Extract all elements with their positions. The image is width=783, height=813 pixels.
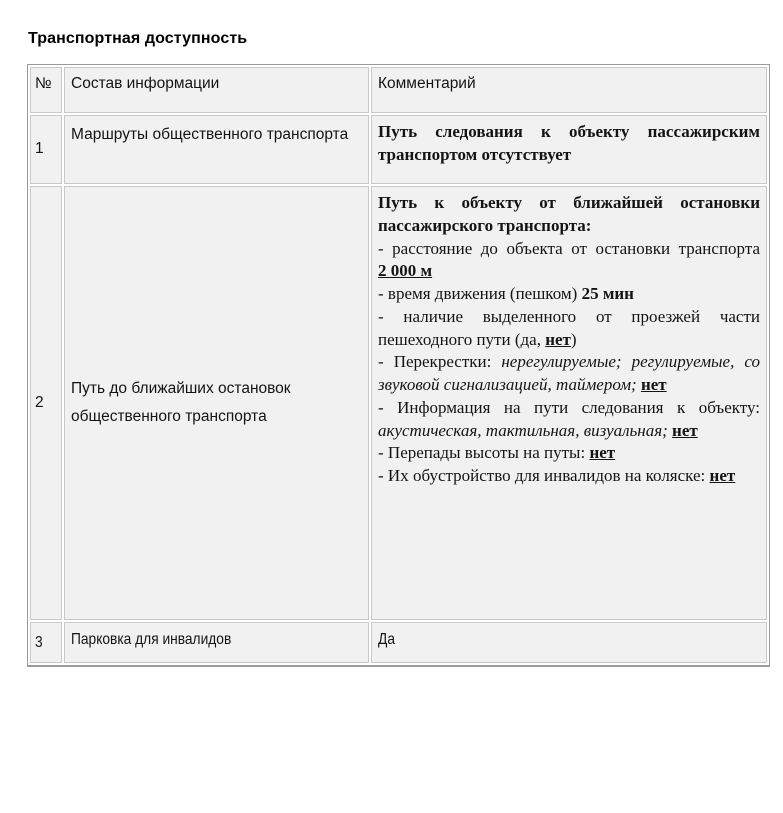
row-3-number-text: 3 — [35, 633, 43, 651]
row-1-comment: Путь следования к объекту пассажирским транспортом отсутствует — [371, 115, 767, 184]
table-row-3 — [30, 622, 767, 663]
row-3-comment-text: Да — [378, 631, 395, 648]
row-3-info — [64, 622, 369, 663]
row-3-comment — [371, 622, 767, 663]
transport-accessibility-table — [27, 64, 770, 667]
column-header-info: Состав информации — [64, 67, 369, 113]
row-1-info: Маршруты общественного транспорта — [64, 115, 369, 184]
row-3-number — [30, 622, 62, 663]
column-header-number: № — [30, 67, 62, 113]
row-2-number: 2 — [30, 186, 62, 620]
row-2-info: Путь до ближайших остановок общественного транспорта — [64, 186, 369, 620]
table-header-row — [30, 67, 767, 113]
row-3-info-text: Парковка для инвалидов — [71, 631, 232, 648]
row-1-number: 1 — [30, 115, 62, 184]
table-row-1 — [30, 115, 767, 184]
column-header-comment: Комментарий — [371, 67, 767, 113]
table-row-2 — [30, 186, 767, 620]
page-title: Транспортная доступность — [28, 30, 248, 47]
row-2-comment: Путь к объекту от ближайшей остановки пассажирского транспорта: - расстояние до объекта от остановки транспорта 2 000 м - время движения (пешком) 25 мин - наличие выделенного от проезжей части пешеходного пути (да, нет) - Перекрестки: нерегулируемые; регулируемые, со звуковой сигнализацией, таймером; нет - Информация на пути следования к объекту: акустическая, тактильная, визуальная; нет - Перепады высоты на путы: нет - Их обустройство для инвалидов на коляске: нет — [371, 186, 767, 620]
